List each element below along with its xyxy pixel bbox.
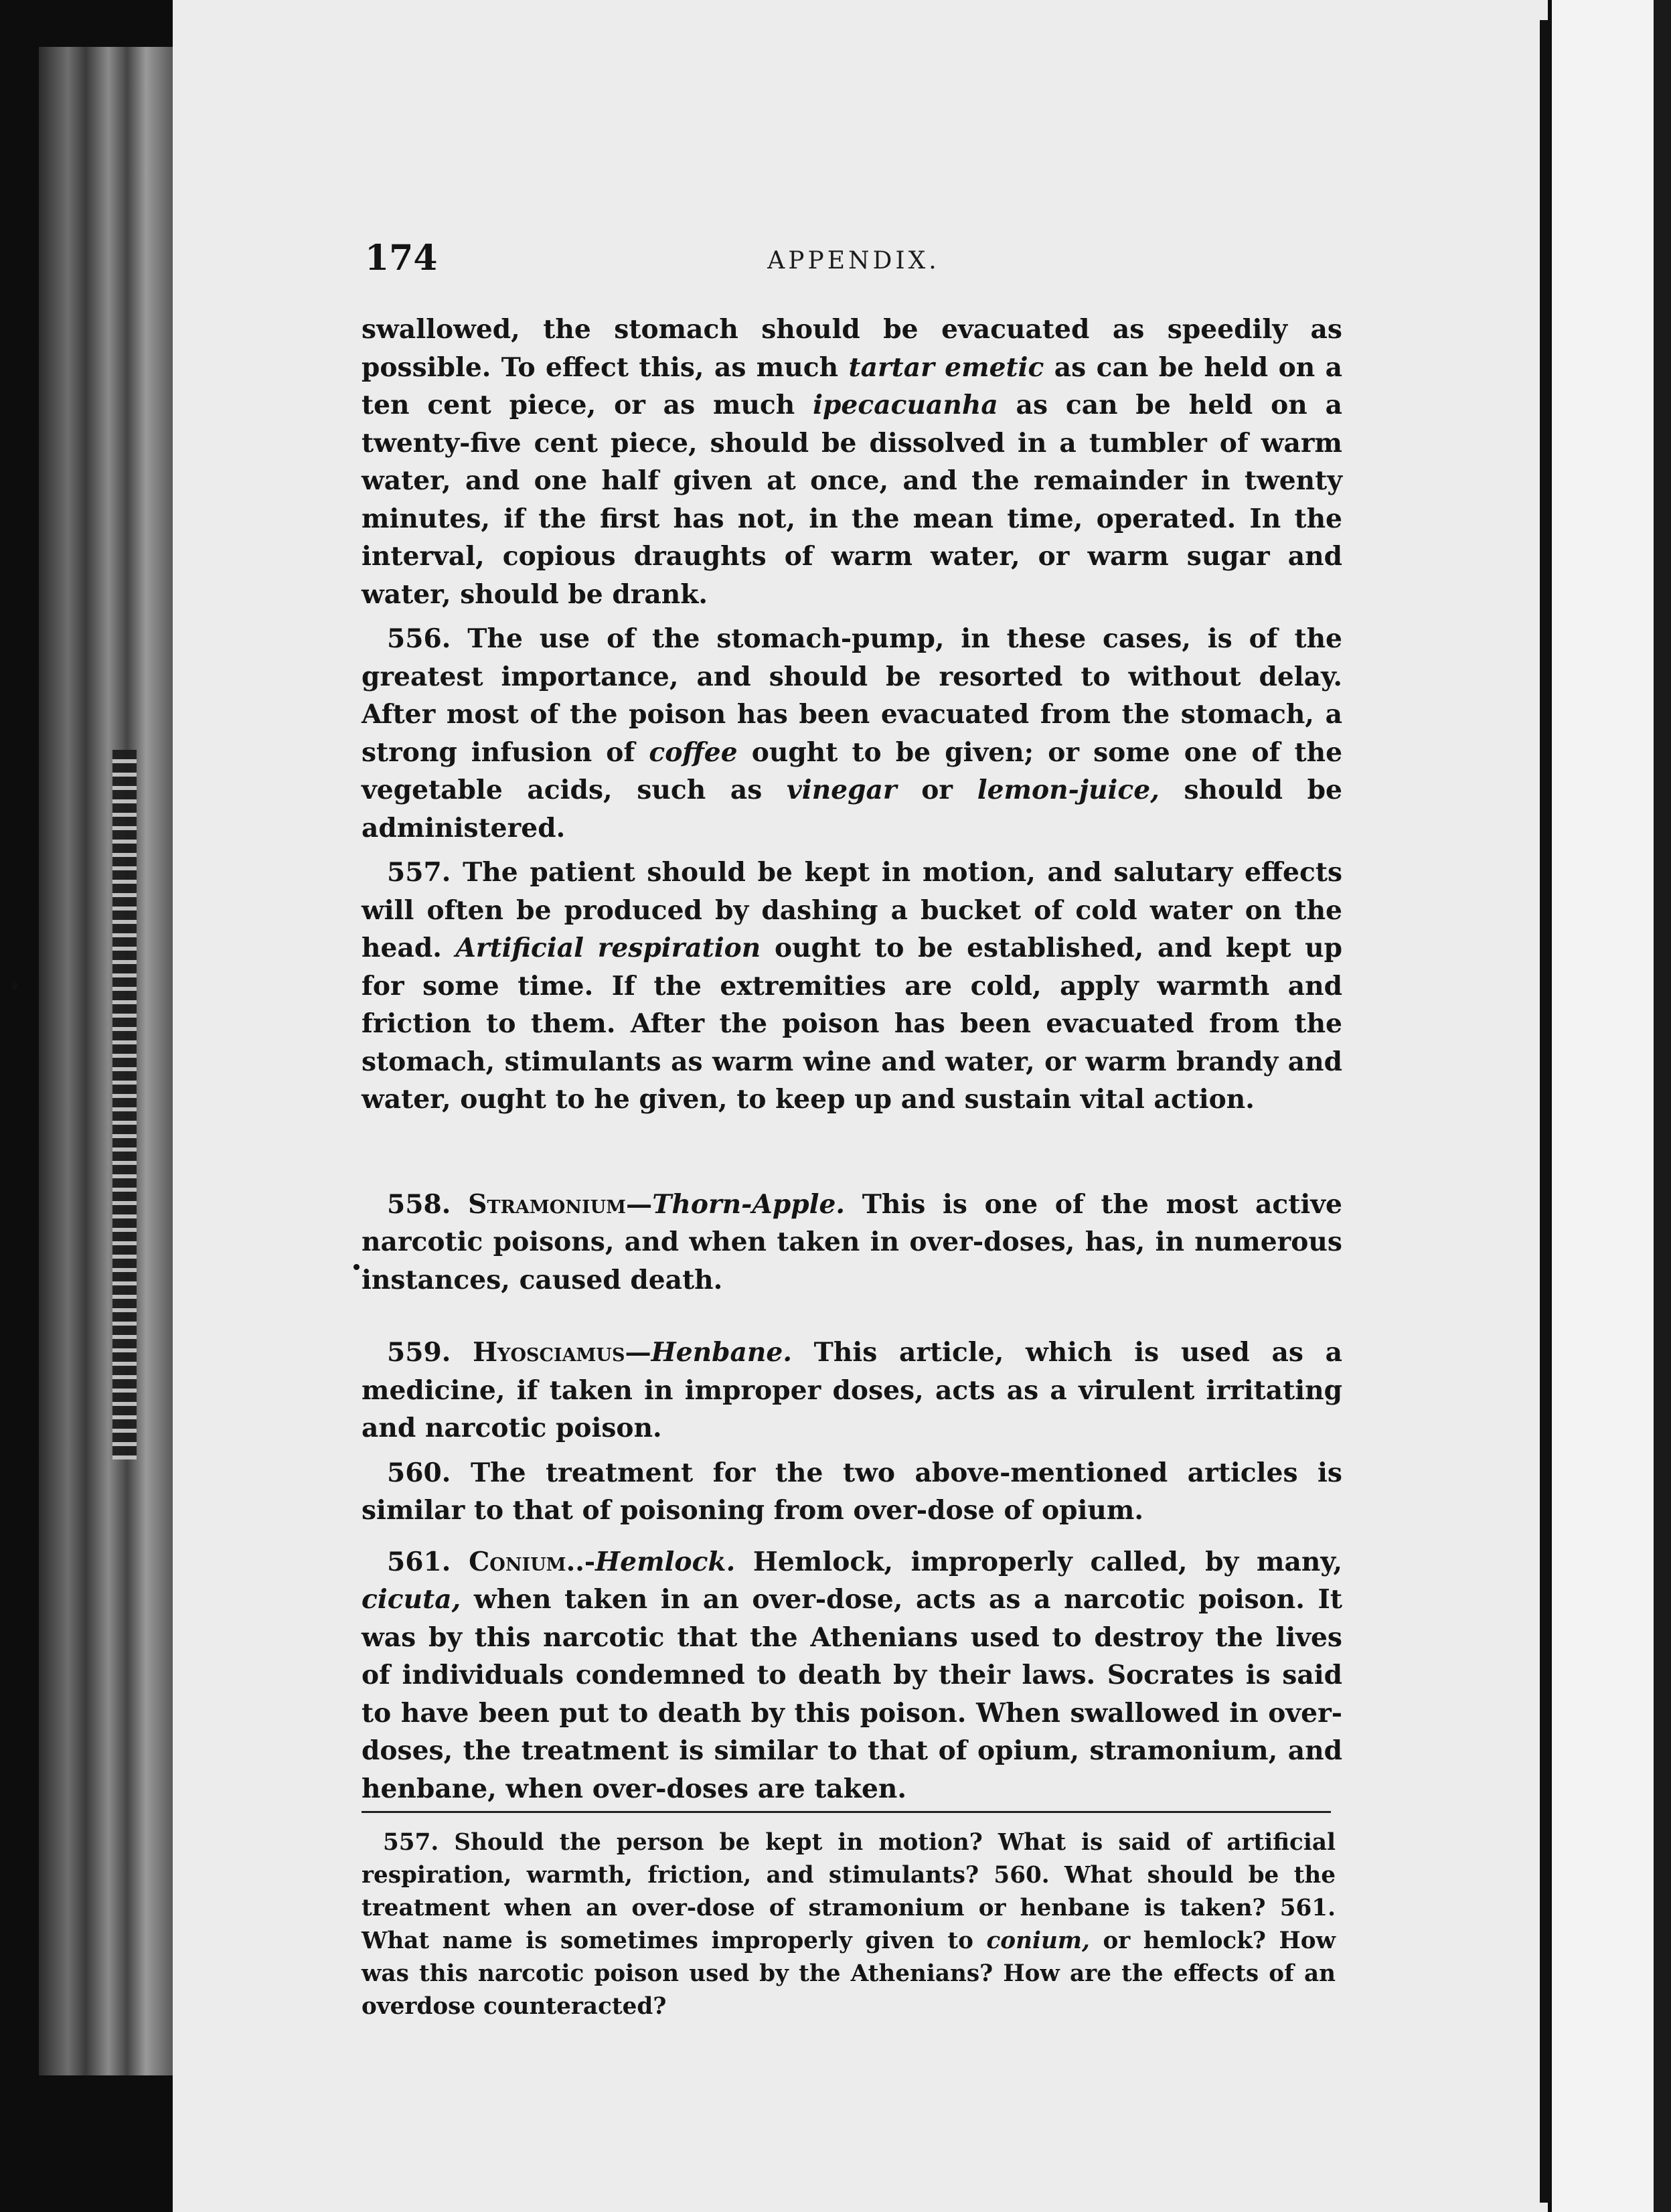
book-binding (39, 47, 173, 2075)
body-text (362, 311, 1342, 1808)
footnote-text: 557. Should the person be kept in motion? What is said of artificial respiration, warmth, friction, and stimulants? 560. What should be the treatment when an over-dose of stramonium or henbane is taken? 561. What name is sometimes improperly given to conium, or hemlock? How was this narcotic poison used by the Athenians? How are the effects of an overdose counteracted? (362, 1829, 1336, 2020)
paragraph-558: 558. Stramonium—Thorn-Apple. This is one of the most active narcotic poisons, and when taken in over-doses, has, in numerous instances, caused death. (362, 1188, 1342, 1295)
paragraph-559: 559. Hyosciamus—Henbane. This article, which is used as a medicine, if taken in improper doses, acts as a virulent irritating and narcotic poison. (362, 1337, 1342, 1443)
running-head: APPENDIX. (767, 247, 940, 274)
scan-border (1654, 0, 1671, 2212)
footnote-questions (362, 1826, 1336, 2023)
page-gutter-shadow (1540, 20, 1552, 2203)
page-number: 174 (365, 238, 438, 279)
paragraph-556: 556. The use of the stomach-pump, in these cases, is of the greatest importance, and should be resorted to without delay. After most of the poison has been evacuated from the stomach, a strong infusion of coffee ought to be given; or some one of the vegetable acids, such as vinegar or lemon-juice, should be administered. (362, 623, 1342, 844)
paragraph-561: 561. Conium..-Hemlock. Hemlock, improperly called, by many, cicuta, when taken in an over-dose, acts as a narcotic poison. It was by this narcotic that the Athenians used to destroy the lives of individuals condemned to death by their laws. Socrates is said to have been put to death by this poison. When swallowed in over-doses, the treatment is similar to that of opium, stramonium, and henbane, when over-doses are taken. (362, 1546, 1342, 1804)
page-header (365, 238, 1342, 285)
footnote-divider (362, 1811, 1331, 1813)
spine-library-stamp (112, 750, 137, 1459)
paragraph-continued: swallowed, the stomach should be evacuated as speedily as possible. To effect this, as much tartar emetic as can be held on a ten cent piece, or as much ipecacuanha as can be held on a twenty-five cent piece, should be dissolved in a tumbler of warm water, and one half given at once, and the remainder in twenty minutes, if the first has not, in the mean time, operated. In the interval, copious draughts of warm water, or warm sugar and water, should be drank. (362, 314, 1342, 610)
paragraph-560: 560. The treatment for the two above-mentioned articles is similar to that of poisoning from over-dose of opium. (362, 1457, 1342, 1526)
paragraph-557: 557. The patient should be kept in motion, and salutary effects will often be produced by dashing a bucket of cold water on the head. Artificial respiration ought to be established, and kept up for some time. If the extremities are cold, apply warmth and friction to them. After the poison has been evacuated from the stomach, stimulants as warm wine and water, or warm brandy and water, ought to he given, to keep up and sustain vital action. (362, 857, 1342, 1115)
scan-speck (353, 1264, 360, 1270)
scan-speck (12, 981, 17, 990)
